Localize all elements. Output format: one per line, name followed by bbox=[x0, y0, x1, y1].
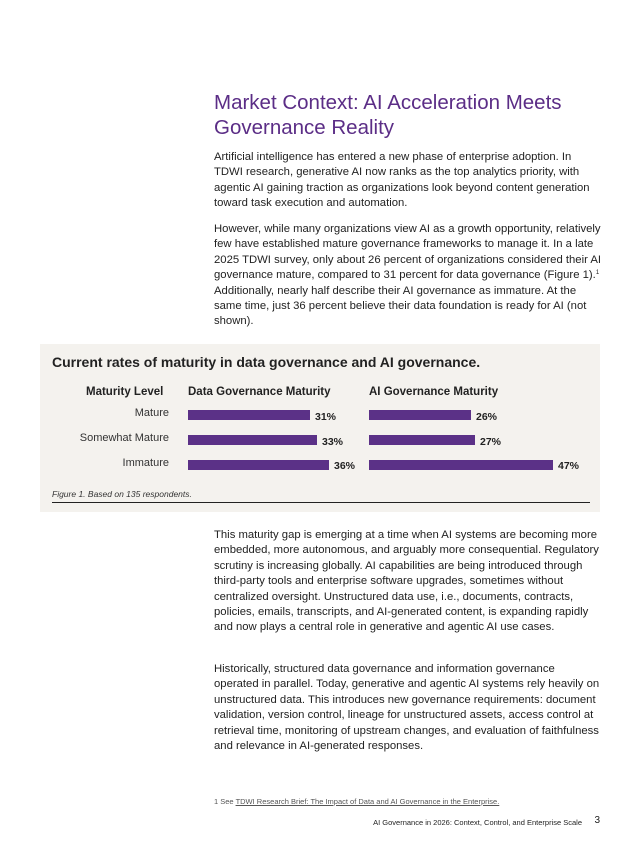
footnote-link[interactable]: TDWI Research Brief: The Impact of Data and AI Governance in the Enterprise. bbox=[235, 797, 500, 806]
paragraph-1: Artificial intelligence has entered a new phase of enterprise adoption. In TDWI research, generative AI now ranks as the top analytics priority, with agentic AI gaining traction as organizations look beyond content generation toward task execution and automation. bbox=[214, 151, 590, 210]
figure-divider bbox=[52, 502, 590, 503]
bar-s0-0 bbox=[188, 410, 310, 420]
paragraph-3: This maturity gap is emerging at a time when AI systems are becoming more embedded, more autonomous, and arguably more consequential. Regulatory scrutiny is increasing globally. AI capabilities are being introduced through third-party tools and enterprise software upgrades, sometimes without centralized oversight. Unstructured data use, i.e., documents, contracts, policies, emails, transcripts, and AI-generated content, is expanding rapidly and now plays a central role in generative and agentic AI use cases. bbox=[214, 529, 599, 634]
value-label-s1-1: 27% bbox=[480, 436, 502, 448]
row-label-immature: Immature bbox=[122, 457, 169, 469]
row-label-mature: Mature bbox=[134, 407, 169, 419]
section-heading: Market Context: AI Acceleration Meets Governance Reality bbox=[214, 91, 562, 139]
footnote-ref: 1 bbox=[595, 270, 600, 277]
bar-s0-2 bbox=[188, 460, 329, 470]
footnote bbox=[214, 797, 499, 806]
bar-s0-1 bbox=[188, 435, 317, 445]
value-label-s0-0: 31% bbox=[315, 411, 337, 423]
series-header-data-governance: Data Governance Maturity bbox=[188, 386, 331, 398]
bar-s1-2 bbox=[369, 460, 553, 470]
footnote-prefix: 1 See bbox=[214, 797, 236, 806]
value-label-s0-2: 36% bbox=[334, 460, 356, 472]
footer-title: AI Governance in 2026: Context, Control, and Enterprise Scale bbox=[373, 818, 582, 827]
page-number: 3 bbox=[594, 815, 600, 826]
value-label-s1-2: 47% bbox=[558, 460, 580, 472]
bar-s1-0 bbox=[369, 410, 471, 420]
bar-s1-1 bbox=[369, 435, 475, 445]
value-label-s1-0: 26% bbox=[476, 411, 498, 423]
paragraph-2-part-b: Additionally, nearly half describe their AI governance as immature. At the same time, just 36 percent believe their data foundation is ready for AI (not shown). bbox=[214, 284, 587, 328]
row-header: Maturity Level bbox=[86, 386, 164, 398]
value-label-s0-1: 33% bbox=[322, 436, 344, 448]
row-label-somewhat-mature: Somewhat Mature bbox=[79, 432, 169, 444]
chart-title: Current rates of maturity in data governance and AI governance. bbox=[52, 354, 481, 370]
paragraph-4: Historically, structured data governance and information governance operated in parallel. Today, generative and agentic AI systems rely heavily on unstructured data. This introduces new governance requirements: document validation, version control, lineage for unstructured assets, access control at retrieval time, monitoring of upstream changes, and evaluation of faithfulness and relevance in AI-generated responses. bbox=[214, 663, 600, 753]
paragraph-2-part-a: However, while many organizations view AI as a growth opportunity, relatively few have established mature governance frameworks to manage it. In a late 2025 TDWI survey, only about 26 percent of organizations considered their AI governance mature, compared to 31 percent for data governance (Figure 1). bbox=[214, 223, 602, 282]
paragraph-2 bbox=[214, 222, 602, 330]
figure-caption: Figure 1. Based on 135 respondents. bbox=[52, 489, 192, 499]
series-header-ai-governance: AI Governance Maturity bbox=[369, 386, 499, 398]
